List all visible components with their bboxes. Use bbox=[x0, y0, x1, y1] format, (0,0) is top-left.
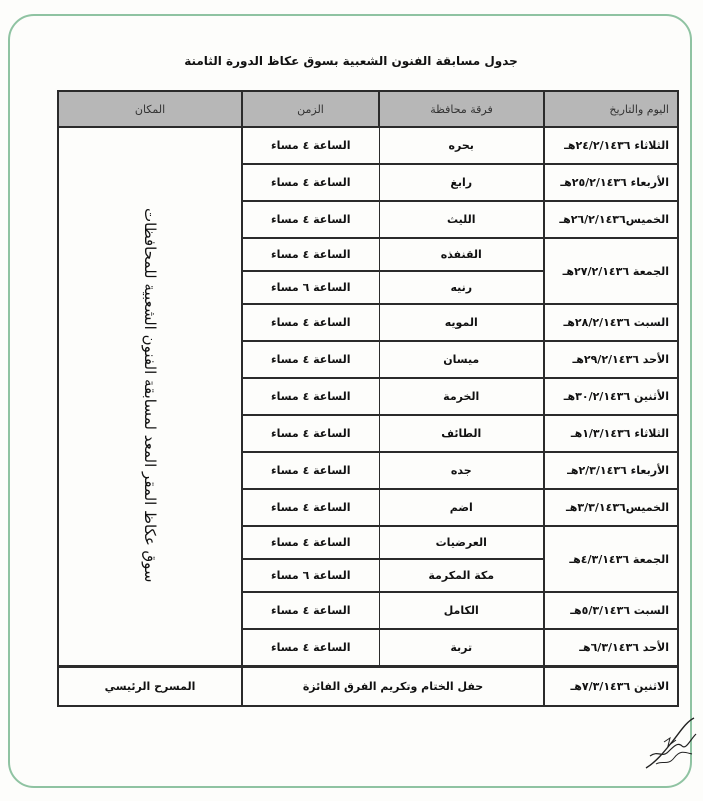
date-cell: الثلاثاء ١/٣/١٤٣٦هـ bbox=[544, 415, 678, 452]
team-cell: الكامل bbox=[379, 592, 544, 629]
schedule-table bbox=[57, 90, 679, 707]
final-date: الاثنين ٧/٣/١٤٣٦هـ bbox=[544, 666, 678, 706]
header-team: فرقة محافظة bbox=[379, 91, 544, 127]
time-cell: الساعة ٤ مساء bbox=[242, 629, 379, 666]
time-cell: الساعة ٤ مساء bbox=[242, 127, 379, 164]
time-cell: الساعة ٤ مساء bbox=[242, 201, 379, 238]
date-cell: الخميس٢٦/٢/١٤٣٦هـ bbox=[544, 201, 678, 238]
signature-scribble bbox=[642, 712, 700, 774]
date-cell: الأربعاء ٢/٣/١٤٣٦هـ bbox=[544, 452, 678, 489]
team-cell: بحره bbox=[379, 127, 544, 164]
table-header-row bbox=[58, 91, 678, 127]
time-cell: الساعة ٦ مساء bbox=[242, 559, 379, 592]
time-cell: الساعة ٤ مساء bbox=[242, 415, 379, 452]
schedule-body bbox=[58, 127, 678, 706]
venue-cell bbox=[58, 127, 242, 666]
time-cell: الساعة ٤ مساء bbox=[242, 164, 379, 201]
final-event: حفل الختام وتكريم الفرق الفائزة bbox=[242, 666, 544, 706]
time-cell: الساعة ٤ مساء bbox=[242, 489, 379, 526]
date-cell: الأثنين ٣٠/٢/١٤٣٦هـ bbox=[544, 378, 678, 415]
table-row bbox=[58, 127, 678, 164]
team-cell: الخرمة bbox=[379, 378, 544, 415]
time-cell: الساعة ٤ مساء bbox=[242, 341, 379, 378]
time-cell: الساعة ٤ مساء bbox=[242, 526, 379, 559]
date-cell: الخميس٣/٣/١٤٣٦هـ bbox=[544, 489, 678, 526]
document-title: جدول مسابقة الفنون الشعبية بسوق عكاظ الدورة الثامنة bbox=[184, 54, 518, 68]
time-cell: الساعة ٤ مساء bbox=[242, 592, 379, 629]
team-cell: العرضيات bbox=[379, 526, 544, 559]
team-cell: الليث bbox=[379, 201, 544, 238]
team-cell: تربة bbox=[379, 629, 544, 666]
date-cell: الثلاثاء ٢٤/٢/١٤٣٦هـ bbox=[544, 127, 678, 164]
team-cell: المويه bbox=[379, 304, 544, 341]
date-cell: الأحد ٢٩/٢/١٤٣٦هـ bbox=[544, 341, 678, 378]
header-venue: المكان bbox=[58, 91, 242, 127]
time-cell: الساعة ٤ مساء bbox=[242, 304, 379, 341]
time-cell: الساعة ٤ مساء bbox=[242, 452, 379, 489]
header-time: الزمن bbox=[242, 91, 379, 127]
date-cell: الجمعة ٤/٣/١٤٣٦هـ bbox=[544, 526, 678, 592]
date-cell: الأحد ٦/٣/١٤٣٦هـ bbox=[544, 629, 678, 666]
team-cell: جده bbox=[379, 452, 544, 489]
date-cell: السبت ٥/٣/١٤٣٦هـ bbox=[544, 592, 678, 629]
team-cell: رنيه bbox=[379, 271, 544, 304]
final-row bbox=[58, 666, 678, 706]
team-cell: القنفذه bbox=[379, 238, 544, 271]
schedule-table-wrapper bbox=[57, 90, 677, 720]
venue-label: سوق عكاظ المقر المعد لمسابقة الفنون الشعبية للمحافظات bbox=[141, 207, 159, 582]
date-cell: السبت ٢٨/٢/١٤٣٦هـ bbox=[544, 304, 678, 341]
team-cell: رابغ bbox=[379, 164, 544, 201]
time-cell: الساعة ٤ مساء bbox=[242, 238, 379, 271]
final-venue: المسرح الرئيسي bbox=[58, 666, 242, 706]
time-cell: الساعة ٦ مساء bbox=[242, 271, 379, 304]
team-cell: الطائف bbox=[379, 415, 544, 452]
header-date: اليوم والتاريخ bbox=[544, 91, 678, 127]
time-cell: الساعة ٤ مساء bbox=[242, 378, 379, 415]
team-cell: ميسان bbox=[379, 341, 544, 378]
date-cell: الجمعة ٢٧/٢/١٤٣٦هـ bbox=[544, 238, 678, 304]
team-cell: مكة المكرمة bbox=[379, 559, 544, 592]
team-cell: اضم bbox=[379, 489, 544, 526]
date-cell: الأربعاء ٢٥/٢/١٤٣٦هـ bbox=[544, 164, 678, 201]
